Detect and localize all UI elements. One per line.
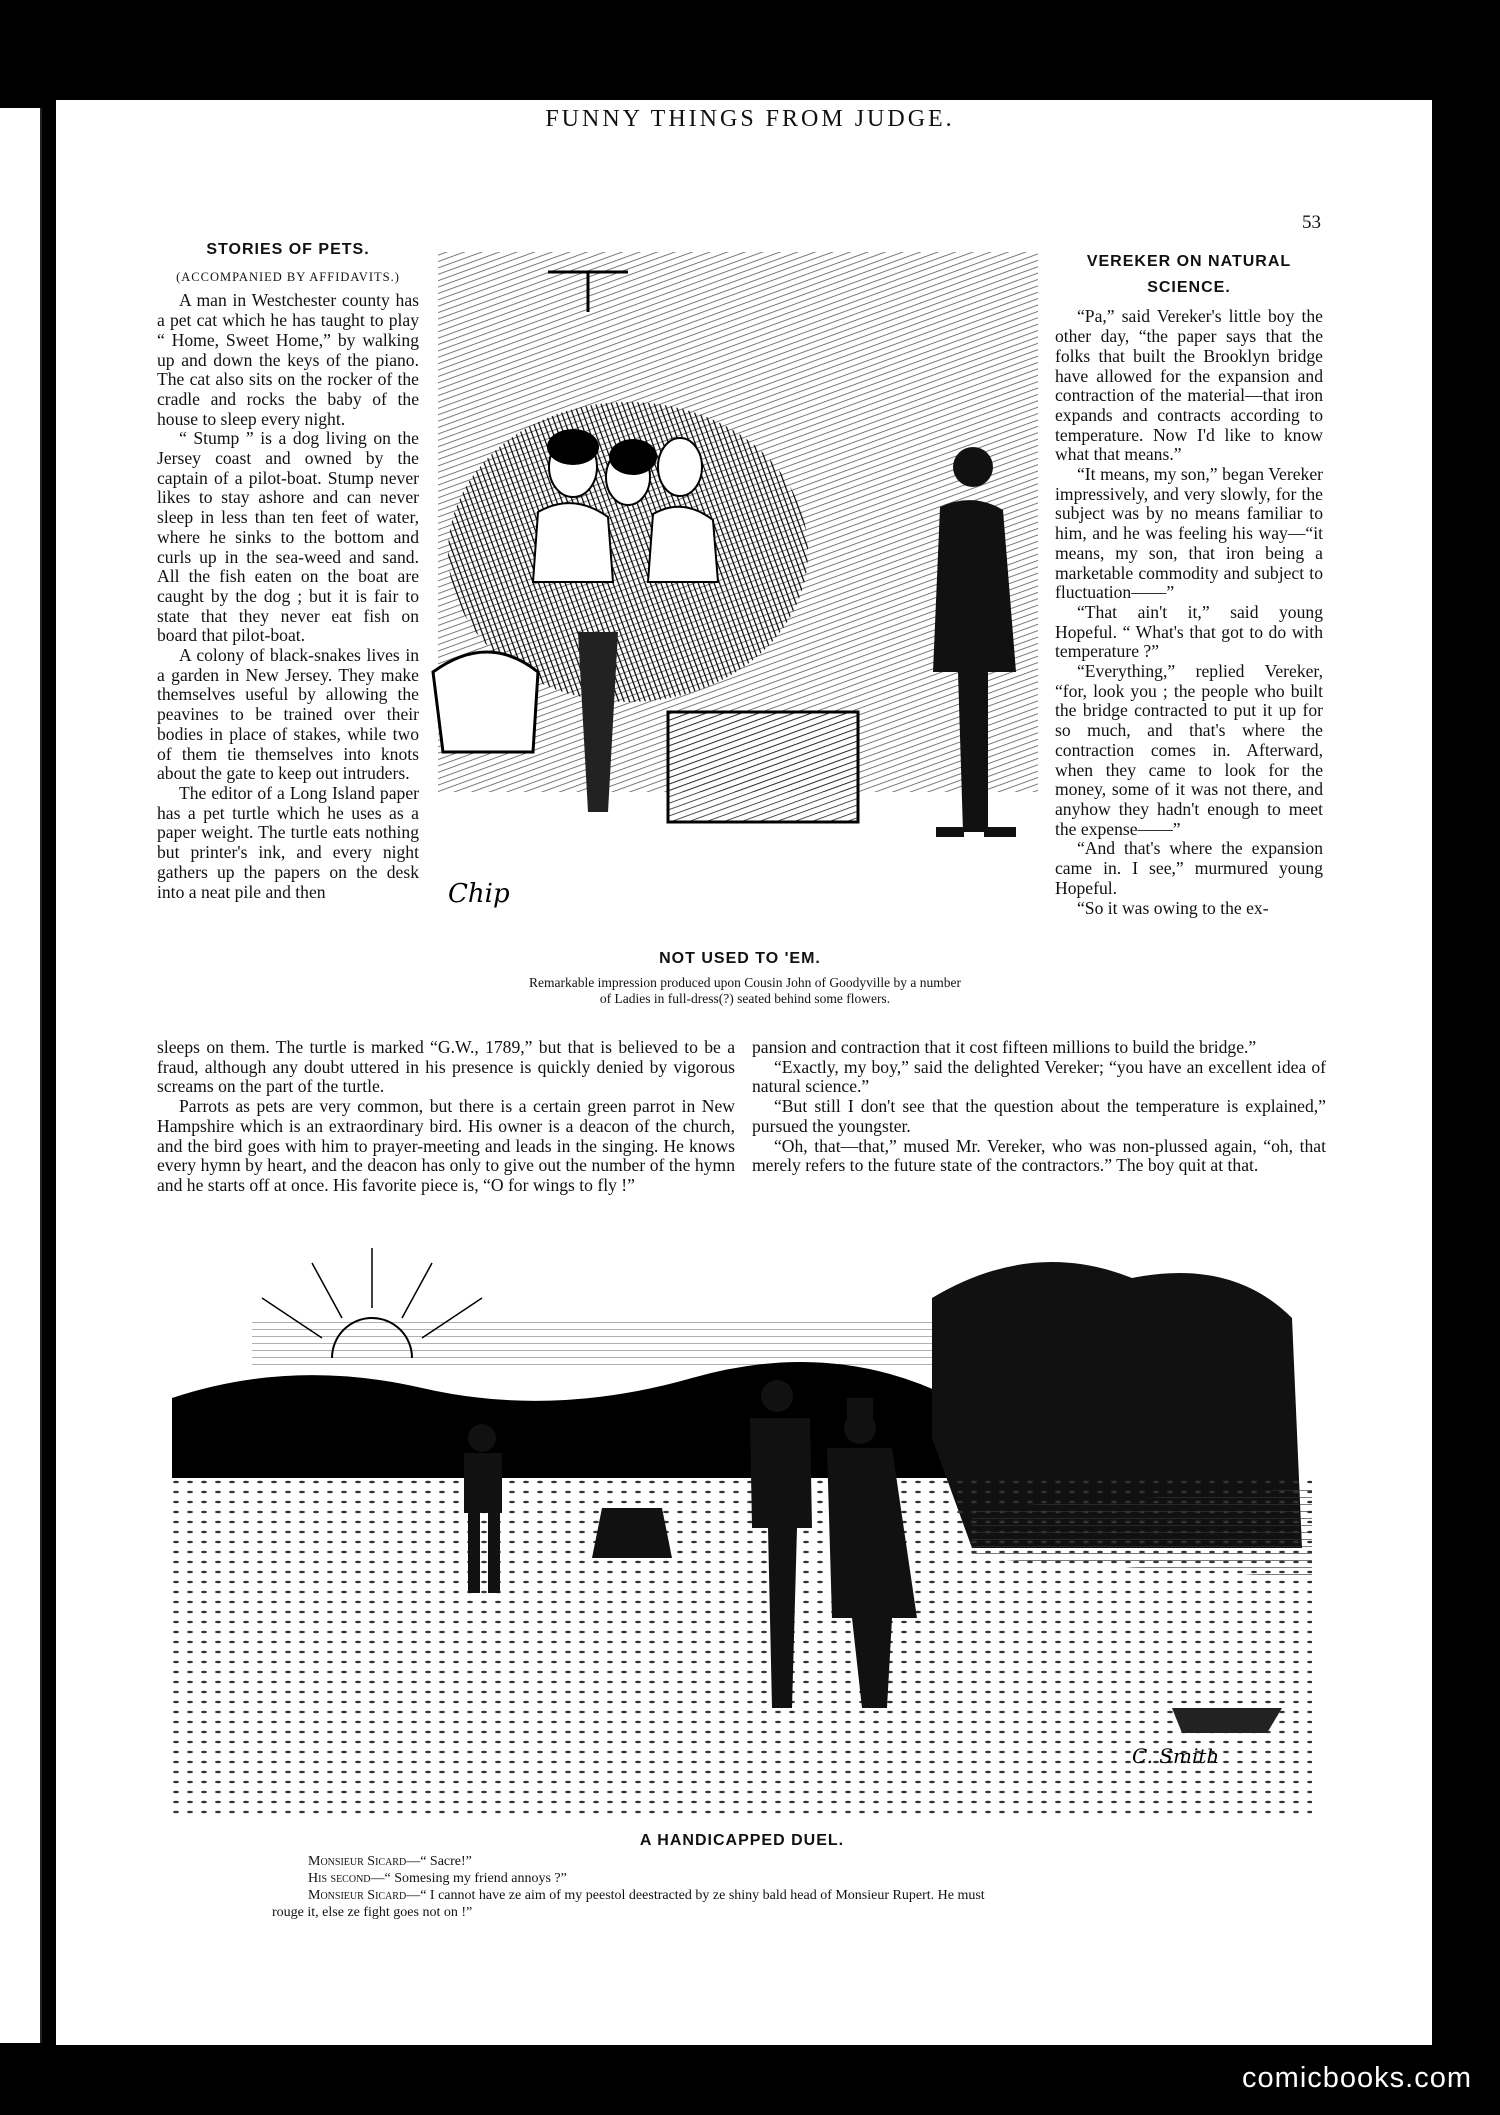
dialogue-line [272,1870,1232,1887]
cartoon1-caption-line: of Ladies in full-dress(?) seated behind some flowers. [599,991,891,1006]
vereker-paragraph: “Pa,” said Vereker's little boy the other day, “the paper says that the folks that built the Brooklyn bridge have allowed for the expansion and contraction of the material—that iron expands and contracts according to temperature. Now I'd like to know what that means.” [1055,306,1323,465]
dialogue-speaker: His second [308,1871,371,1886]
chip-signature: Chip [448,879,510,909]
vereker-title: VEREKER ON NATURAL [1086,253,1292,270]
facing-page-edge [0,108,42,2043]
running-head: FUNNY THINGS FROM JUDGE. [545,106,955,132]
vereker-continued-paragraph: “Oh, that—that,” mused Mr. Vereker, who was non-plussed again, “oh, that merely refers to the future state of the contractors.” The boy quit at that. [752,1135,1326,1176]
vereker-paragraph: “So it was owing to the ex- [1077,897,1269,918]
vereker-continued-paragraph: “But still I don't see that the question about the temperature is explained,” pursued the youngster. [752,1096,1326,1136]
pets-column [157,240,419,902]
vereker-title-line2: SCIENCE. [1147,278,1231,296]
dialogue-line: rouge it, else ze fight goes not on !” [272,1905,473,1920]
vereker-continued-paragraph: “Exactly, my boy,” said the delighted Vereker; “you have an excellent idea of natural science.” [752,1056,1326,1097]
vereker-paragraph: “That ain't it,” said young Hopeful. “ What's that got to do with temperature ?” [1055,601,1323,662]
smith-signature: C. Smith [1132,1744,1220,1768]
vereker-paragraph: “And that's where the expansion came in. I see,” murmured young Hopeful. [1055,838,1323,898]
pets-subtitle: (ACCOMPANIED BY AFFIDAVITS.) [176,269,400,284]
dialogue-text: —“ Somesing my friend annoys ?” [370,1871,567,1886]
pets-paragraph: A colony of black-snakes lives in a garden in New Jersey. They make themselves useful by allowing the peavines to be trained over their bodies in place of stakes, while two of them tie themselves into knots about the gate to keep out intruders. [157,645,419,784]
duel-dialogue [272,1853,1232,1921]
vereker-continued-paragraph: pansion and contraction that it cost fifteen millions to build the bridge.” [752,1037,1257,1057]
pets-paragraph: “ Stump ” is a dog living on the Jersey coast and owned by the captain of a pilot-boat. Stump never likes to stay ashore and can never sleep in less than ten feet of water, where he sinks to the bottom and curls up in the sea-weed and sand. All the fish eaten on the boat are caught by the dog ; but it is fair to state that they never eat fish on board that pilot-boat. [157,428,419,646]
cartoon2-title: A HANDICAPPED DUEL. [639,1832,845,1849]
dialogue-line [272,1887,1232,1904]
pets-title: STORIES OF PETS. [206,241,370,258]
pets-continued-paragraph: Parrots as pets are very common, but there is a certain green parrot in New Hampshire which is an extraordinary bird. His owner is a deacon of the church, and the bird goes with him to prayer-meeting and leads in the singing. He knows every hymn by heart, and the deacon has only to give out the number of the hymn and he starts off at once. His favorite piece is, “O for wings to fly !” [157,1096,735,1195]
cartoon-not-used-to-em [428,252,1040,942]
dialogue-speaker: Monsieur Sicard [308,1888,407,1903]
page-number: 53 [1302,212,1321,233]
pets-continued-paragraph: sleeps on them. The turtle is marked “G.W., 1789,” but that is believed to be a fraud, although any doubt uttered in his presence is quickly denied by vigorous screams on the part of the turtle. [157,1037,735,1097]
vereker-paragraph: “Everything,” replied Vereker, “for, look you ; the people who built the bridge contracted to put it up for so much, and that's where the contraction comes in. Afterward, when they came to look for the money, some of it was not there, and anyhow they hadn't enough to meet the expense——” [1055,661,1323,839]
vereker-continued [752,1038,1326,1176]
cartoon1-caption-line: Remarkable impression produced upon Cousin John of Goodyville by a number [529,975,961,990]
dialogue-text: —“ Sacre!” [406,1854,472,1869]
vereker-column [1055,252,1323,918]
dialogue-line [272,1853,1232,1870]
vereker-paragraph: “It means, my son,” began Vereker impressively, and very slowly, for the subject was by no means familiar to him, and he was feeling his way—“it means, my son, that iron being a marketable commodity and subject to fluctuation——” [1055,464,1323,603]
dialogue-speaker: Monsieur Sicard [308,1854,407,1869]
watermark: comicbooks.com [1242,2062,1472,2094]
cartoon1-title: NOT USED TO 'EM. [659,950,821,967]
dialogue-text: —“ I cannot have ze aim of my peestol deestracted by ze shiny bald head of Monsieur Rupert. He must [406,1888,985,1903]
pets-continued [157,1038,735,1196]
cartoon1-caption [440,975,1050,1007]
pets-paragraph: The editor of a Long Island paper has a pet turtle which he uses as a paper weight. The turtle eats nothing but printer's ink, and every night gathers up the papers on the desk into a neat pile and then [157,782,419,902]
pets-paragraph: A man in Westchester county has a pet cat which he has taught to play “ Home, Sweet Home,” by walking up and down the keys of the piano. The cat also sits on the rocker of the cradle and rocks the baby of the house to sleep every night. [157,290,419,429]
cartoon-handicapped-duel [172,1238,1312,1816]
